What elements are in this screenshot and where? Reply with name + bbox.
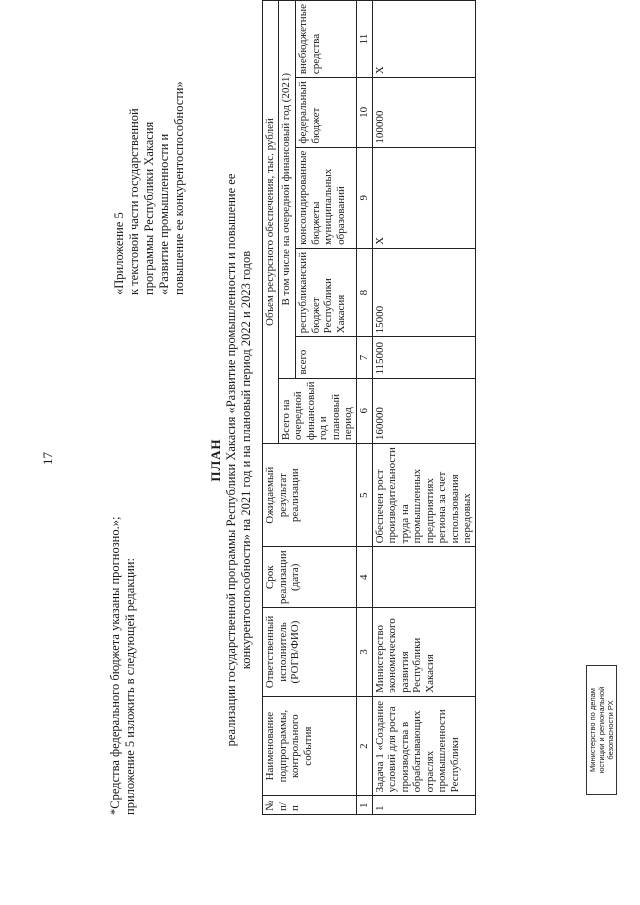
header-volume-group: Объем ресурсного обеспечения, тыс. рублей	[263, 1, 279, 444]
footnote-line: приложение 5 изложить в следующей редакции:	[123, 558, 137, 815]
header-fed-budget: федеральный бюджет	[296, 78, 356, 148]
cell-fed-budget: 100000	[372, 78, 475, 148]
column-number: 6	[356, 378, 372, 444]
table-row	[372, 1, 475, 815]
header-extra-budget: внебюджетные средства	[296, 1, 356, 78]
appendix-reference	[112, 20, 187, 295]
cell-total: 160000	[372, 378, 475, 444]
ministry-stamp	[586, 665, 617, 795]
plan-subtitle	[224, 115, 254, 805]
footnote	[108, 395, 138, 815]
column-number: 5	[356, 444, 372, 547]
header-name: Наименование подпрограммы, контрольного события	[263, 696, 357, 796]
column-number: 9	[356, 147, 372, 248]
header-result: Ожидаемый результат реализации	[263, 444, 357, 547]
appendix-line: «Развитие промышленности и	[157, 133, 171, 295]
column-number: 2	[356, 696, 372, 796]
column-number-row	[356, 1, 372, 815]
cell-incl-total: 115000	[372, 337, 475, 378]
column-number: 3	[356, 608, 372, 697]
cell-extra-budget: X	[372, 1, 475, 78]
footnote-line: *Средства федерального бюджета указаны прогнозно.»;	[108, 516, 122, 815]
appendix-line: повышение ее конкурентоспособности»	[172, 81, 186, 295]
header-cons-budget: консолидированные бюджеты муниципальных образований	[296, 147, 356, 248]
plan-title: ПЛАН	[208, 438, 223, 482]
column-number: 8	[356, 248, 372, 336]
stamp-line: юстиции и региональной	[597, 686, 606, 774]
column-number: 7	[356, 337, 372, 378]
appendix-line: «Приложение 5	[112, 212, 126, 295]
header-num: № п/п	[263, 796, 357, 815]
page-number: 17	[40, 452, 55, 465]
plan-table	[262, 0, 476, 815]
header-incl-total: всего	[296, 337, 356, 378]
cell-result: Обеспечен рост производительности труда на промышленных предприятиях региона за счет использования передовых	[372, 444, 475, 547]
header-rep-budget: республиканский бюджет Республики Хакасия	[296, 248, 356, 336]
appendix-line: к текстовой части государственной	[127, 108, 141, 295]
header-executor: Ответственный исполнитель (РОГВ/ФИО)	[263, 608, 357, 697]
column-number: 4	[356, 547, 372, 608]
plan-subtitle-line: реализации государственной программы Республики Хакасия «Развитие промышленности и повышение ее	[224, 173, 238, 747]
header-total: Всего на очередной финансовый год и плановый период	[278, 378, 356, 444]
plan-subtitle-line: конкурентоспособности» на 2021 год и на плановый период 2022 и 2023 годов	[239, 250, 253, 670]
cell-num: 1	[372, 796, 475, 815]
appendix-line: программы Республики Хакасия	[142, 121, 156, 295]
cell-name: Задача 1 «Создание условий для роста производства в обрабатывающих отраслях промышленности Республики	[372, 696, 475, 796]
stamp-line: безопасности РХ	[606, 700, 615, 760]
cell-cons-budget: X	[372, 147, 475, 248]
stamp-line: Министерство по делам	[588, 688, 597, 772]
column-number: 11	[356, 1, 372, 78]
cell-deadline	[372, 547, 475, 608]
header-deadline: Срок реализации (дата)	[263, 547, 357, 608]
header-incl-group: В том числе на очередной финансовый год (2021)	[278, 1, 296, 379]
cell-executor: Министерство экономического развития Республики Хакасия	[372, 608, 475, 697]
column-number: 1	[356, 796, 372, 815]
column-number: 10	[356, 78, 372, 148]
cell-rep-budget: 15000	[372, 248, 475, 336]
